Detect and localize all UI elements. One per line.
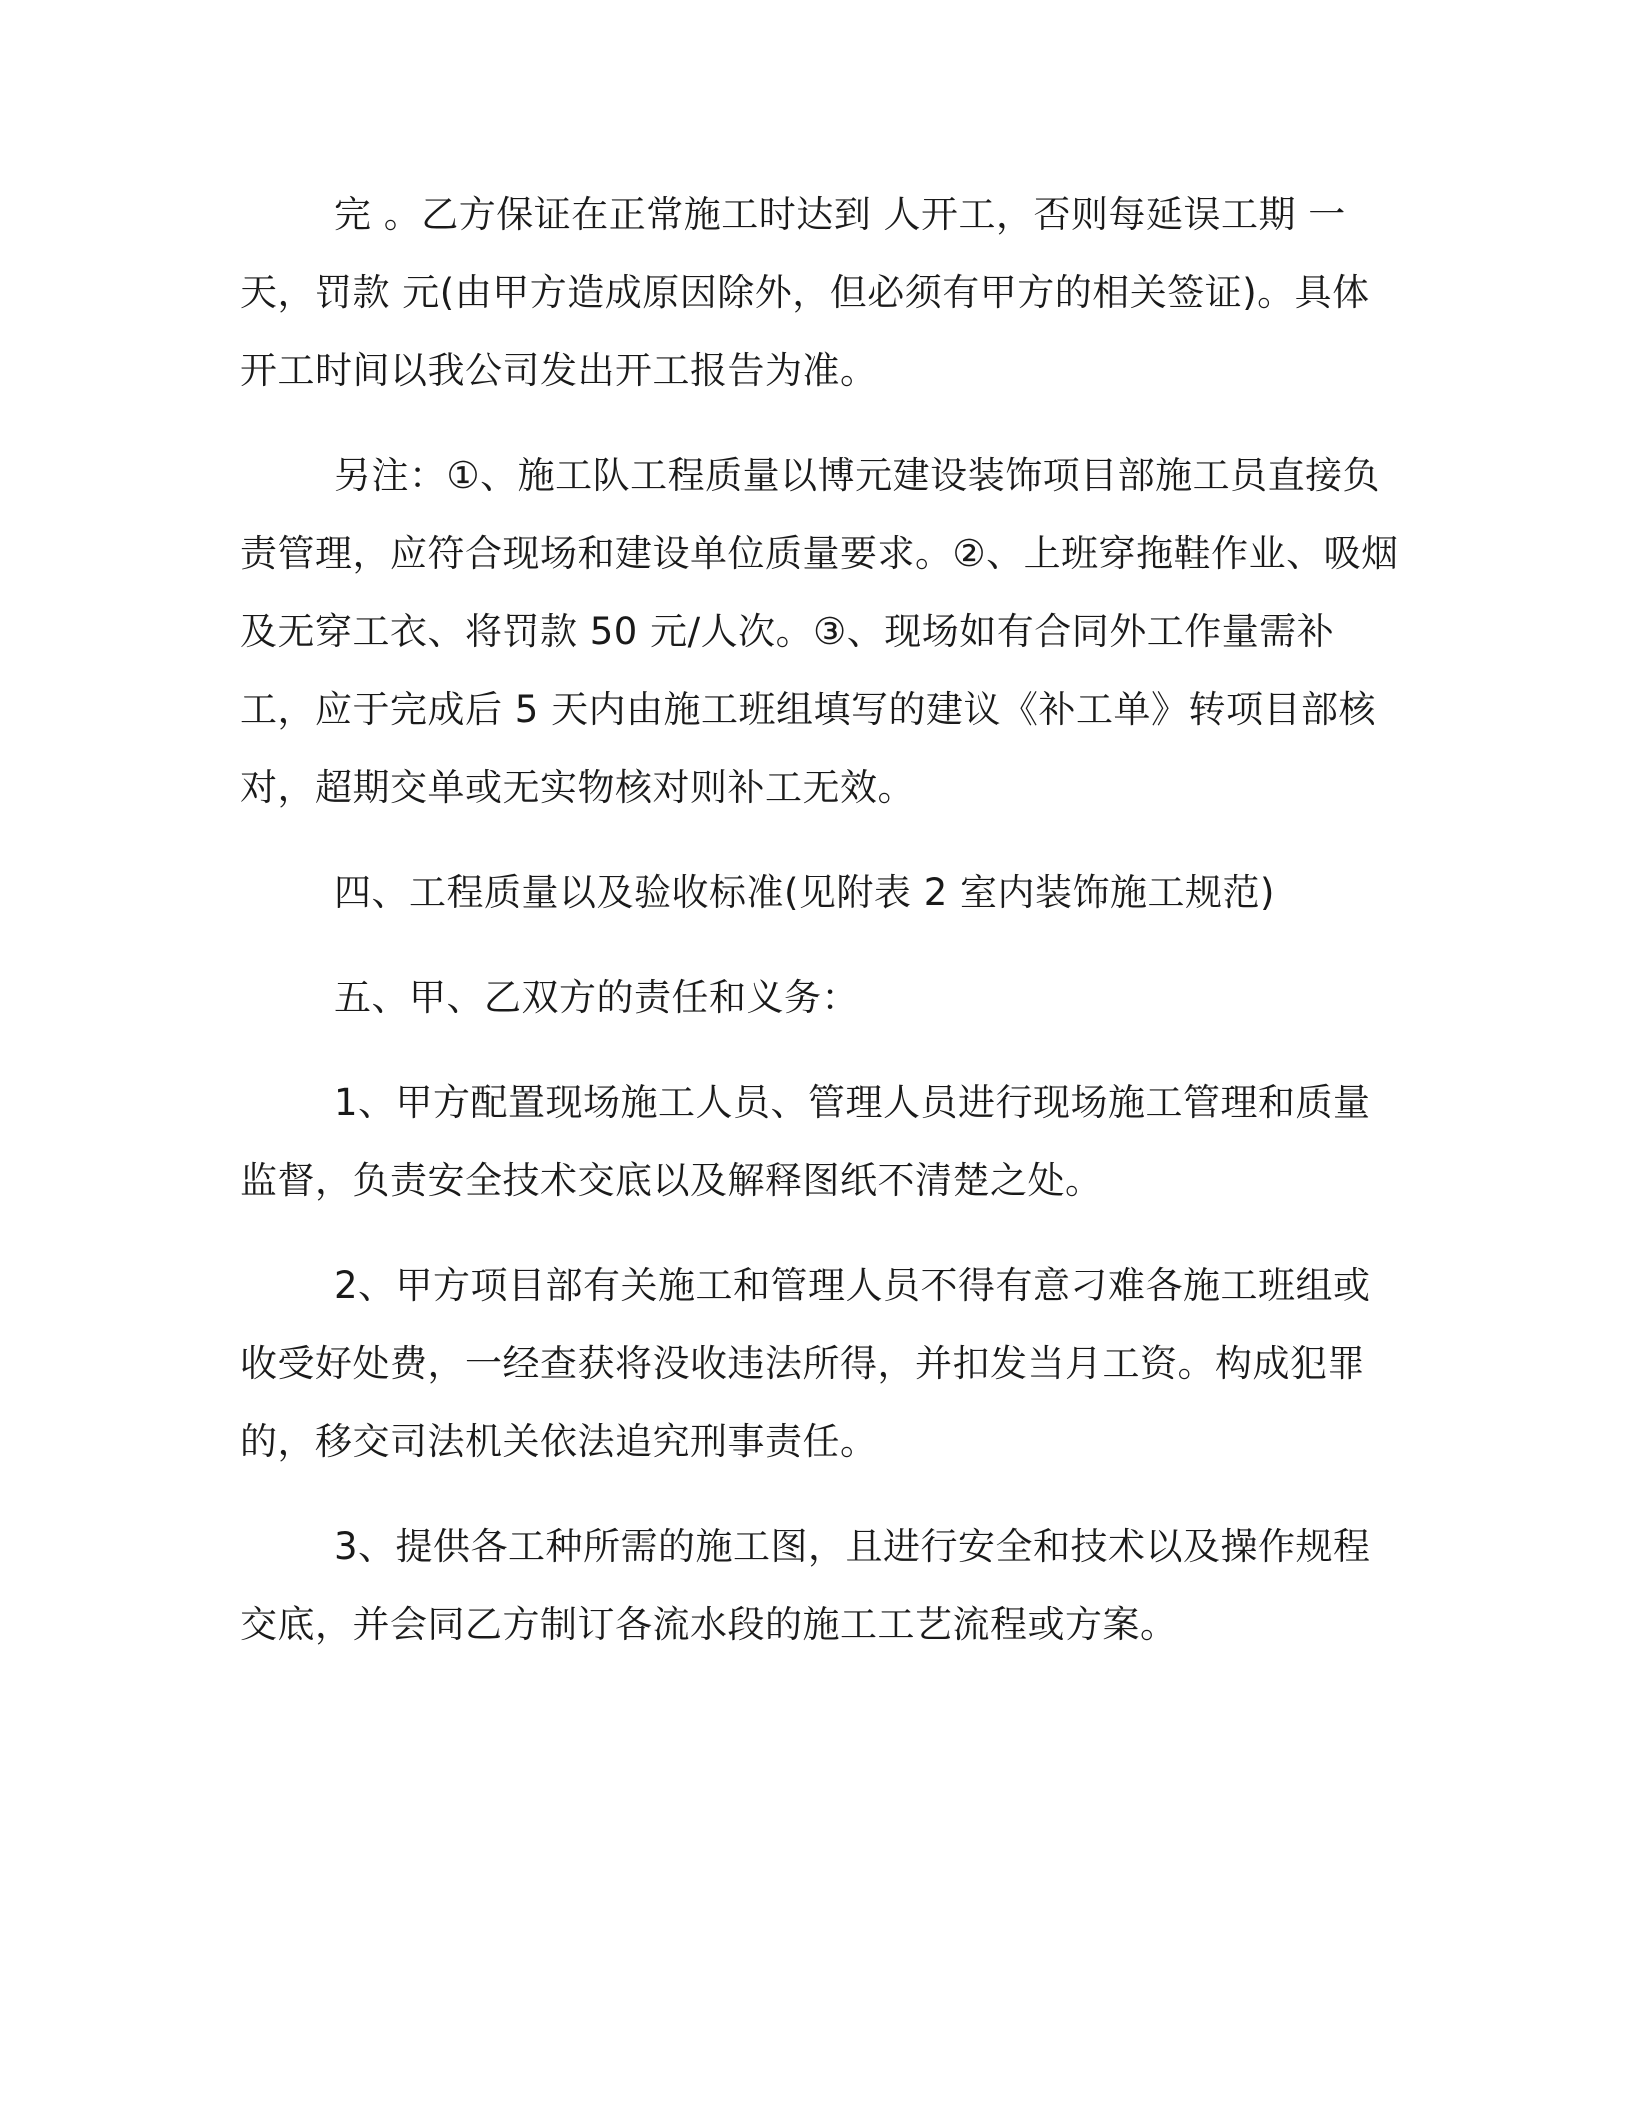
paragraph-additional-notes: 另注：①、施工队工程质量以博元建设装饰项目部施工员直接负责管理，应符合现场和建设单位质量要求。②、上班穿拖鞋作业、吸烟及无穿工衣、将罚款 50 元/人次。③、现场如有合同外工作量需补工，应于完成后 5 天内由施工班组填写的建议《补工单》转项目部核对，超期交单或无实物核对则补工无效。 xyxy=(240,454,1399,809)
paragraph-start-date-penalty: 完 。乙方保证在正常施工时达到 人开工，否则每延误工期 一 天，罚款 元(由甲方造成原因除外，但必须有甲方的相关签证)。具体开工时间以我公司发出开工报告为准。 xyxy=(240,193,1370,392)
document-body xyxy=(240,176,1400,1691)
clause-1: 1、甲方配置现场施工人员、管理人员进行现场施工管理和质量监督，负责安全技术交底以及解释图纸不清楚之处。 xyxy=(240,1081,1371,1202)
clause-2: 2、甲方项目部有关施工和管理人员不得有意刁难各施工班组或收受好处费，一经查获将没收违法所得，并扣发当月工资。构成犯罪的，移交司法机关依法追究刑事责任。 xyxy=(240,1264,1371,1463)
section-heading-responsibilities: 五、甲、乙双方的责任和义务： xyxy=(334,976,859,1019)
clause-3: 3、提供各工种所需的施工图，且进行安全和技术以及操作规程交底，并会同乙方制订各流水段的施工工艺流程或方案。 xyxy=(240,1525,1371,1646)
section-heading-quality-standards: 四、工程质量以及验收标准(见附表 2 室内装饰施工规范) xyxy=(334,871,1275,914)
